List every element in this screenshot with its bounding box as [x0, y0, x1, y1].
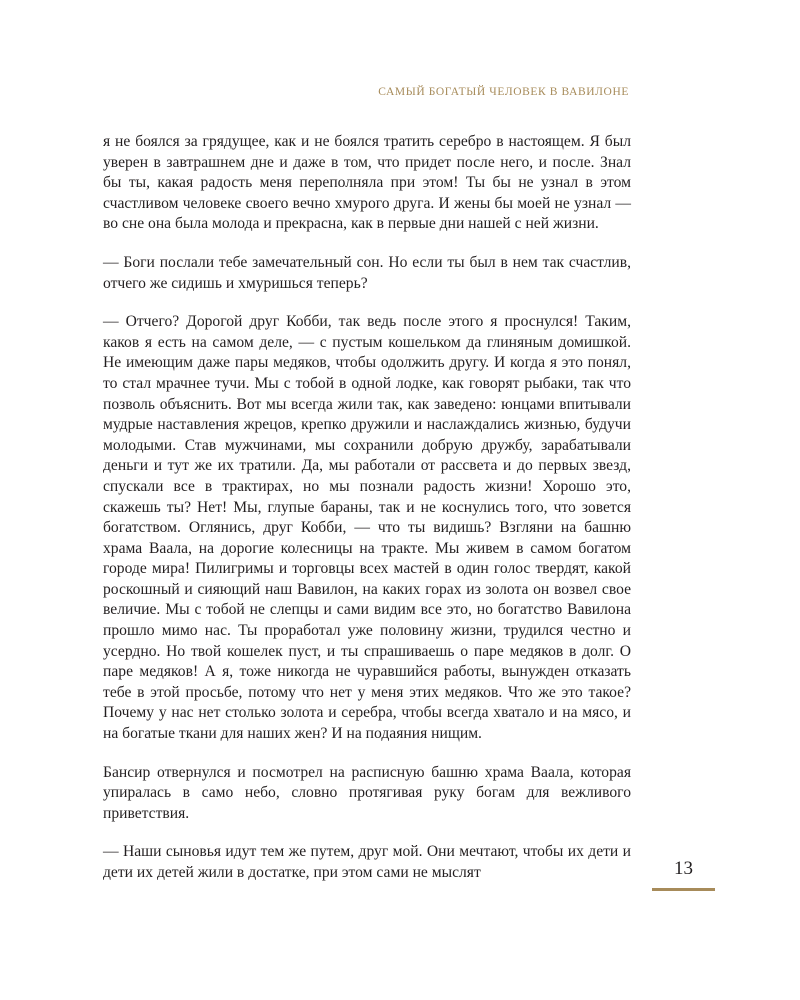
page-number: 13: [674, 858, 693, 879]
page-number-rule: [652, 888, 715, 891]
running-header: САМЫЙ БОГАТЫЙ ЧЕЛОВЕК В ВАВИЛОНЕ: [378, 86, 629, 98]
paragraph: — Наши сыновья идут тем же путем, друг мой. Они мечтают, чтобы их дети и дети их детей жили в достатке, при этом сами не мыслят: [103, 843, 631, 881]
paragraph: — Боги послали тебе замечательный сон. Но если ты был в нем так счастлив, отчего же сидишь и хмуришься теперь?: [103, 253, 631, 292]
paragraph: — Отчего? Дорогой друг Кобби, так ведь после этого я проснулся! Таким, каков я есть на самом деле, — с пустым кошельком да глиняным домишкой. Не имеющим даже пары медяков, чтобы одолжить другу. И когда я это понял, то стал мрачнее тучи. Мы с тобой в одной лодке, как говорят рыбаки, так что позволь объяснить. Вот мы всегда жили так, как заведено: юнцами впитывали мудрые наставления жрецов, крепко дружили и наслаждались жизнью, будучи молодыми. Став мужчинами, мы сохранили добрую дружбу, зарабатывали деньги и тут же их тратили. Да, мы работали от рассвета и до первых звезд, спускали все в трактирах, но мы познали радость жизни! Хорошо это, скажешь ты? Нет! Мы, глупые бараны, так и не коснулись того, что зовется богатством. Оглянись, друг Кобби, — что ты видишь? Взгляни на башню храма Ваала, на дорогие колесницы на тракте. Мы живем в самом богатом городе мира! Пилигримы и торговцы всех мастей в один голос твердят, какой роскошный и сияющий наш Вавилон, на каких горах из золота он возвел свое величие. Мы с тобой не слепцы и сами видим все это, но богатство Вавилона прошло мимо нас. Ты проработал уже половину жизни, трудился честно и усердно. Но твой кошелек пуст, и ты спрашиваешь о паре медяков в долг. О паре медяков! А я, тоже никогда не чуравшийся работы, вынужден отказать тебе в этой просьбе, потому что нет у меня этих медяков. Что же это такое? Почему у нас нет столько золота и серебра, чтобы всегда хватало и на мясо, и на богатые ткани для наших жен? И на подаяния нищим.: [103, 313, 631, 743]
body-text: [103, 132, 631, 902]
paragraph: я не боялся за грядущее, как и не боялся тратить серебро в настоящем. Я был уверен в завтрашнем дне и даже в том, что придет после него, и после. Знал бы ты, какая радость меня переполняла при этом! Ты бы не узнал в этом счастливом человеке своего вечно хмурого друга. И жены бы моей не узнал — во сне она была молода и прекрасна, как в первые дни нашей с ней жизни.: [103, 133, 631, 233]
paragraph: Бансир отвернулся и посмотрел на расписную башню храма Ваала, которая упиралась в само небо, словно протягивая руку богам для вежливого приветствия.: [103, 763, 631, 822]
